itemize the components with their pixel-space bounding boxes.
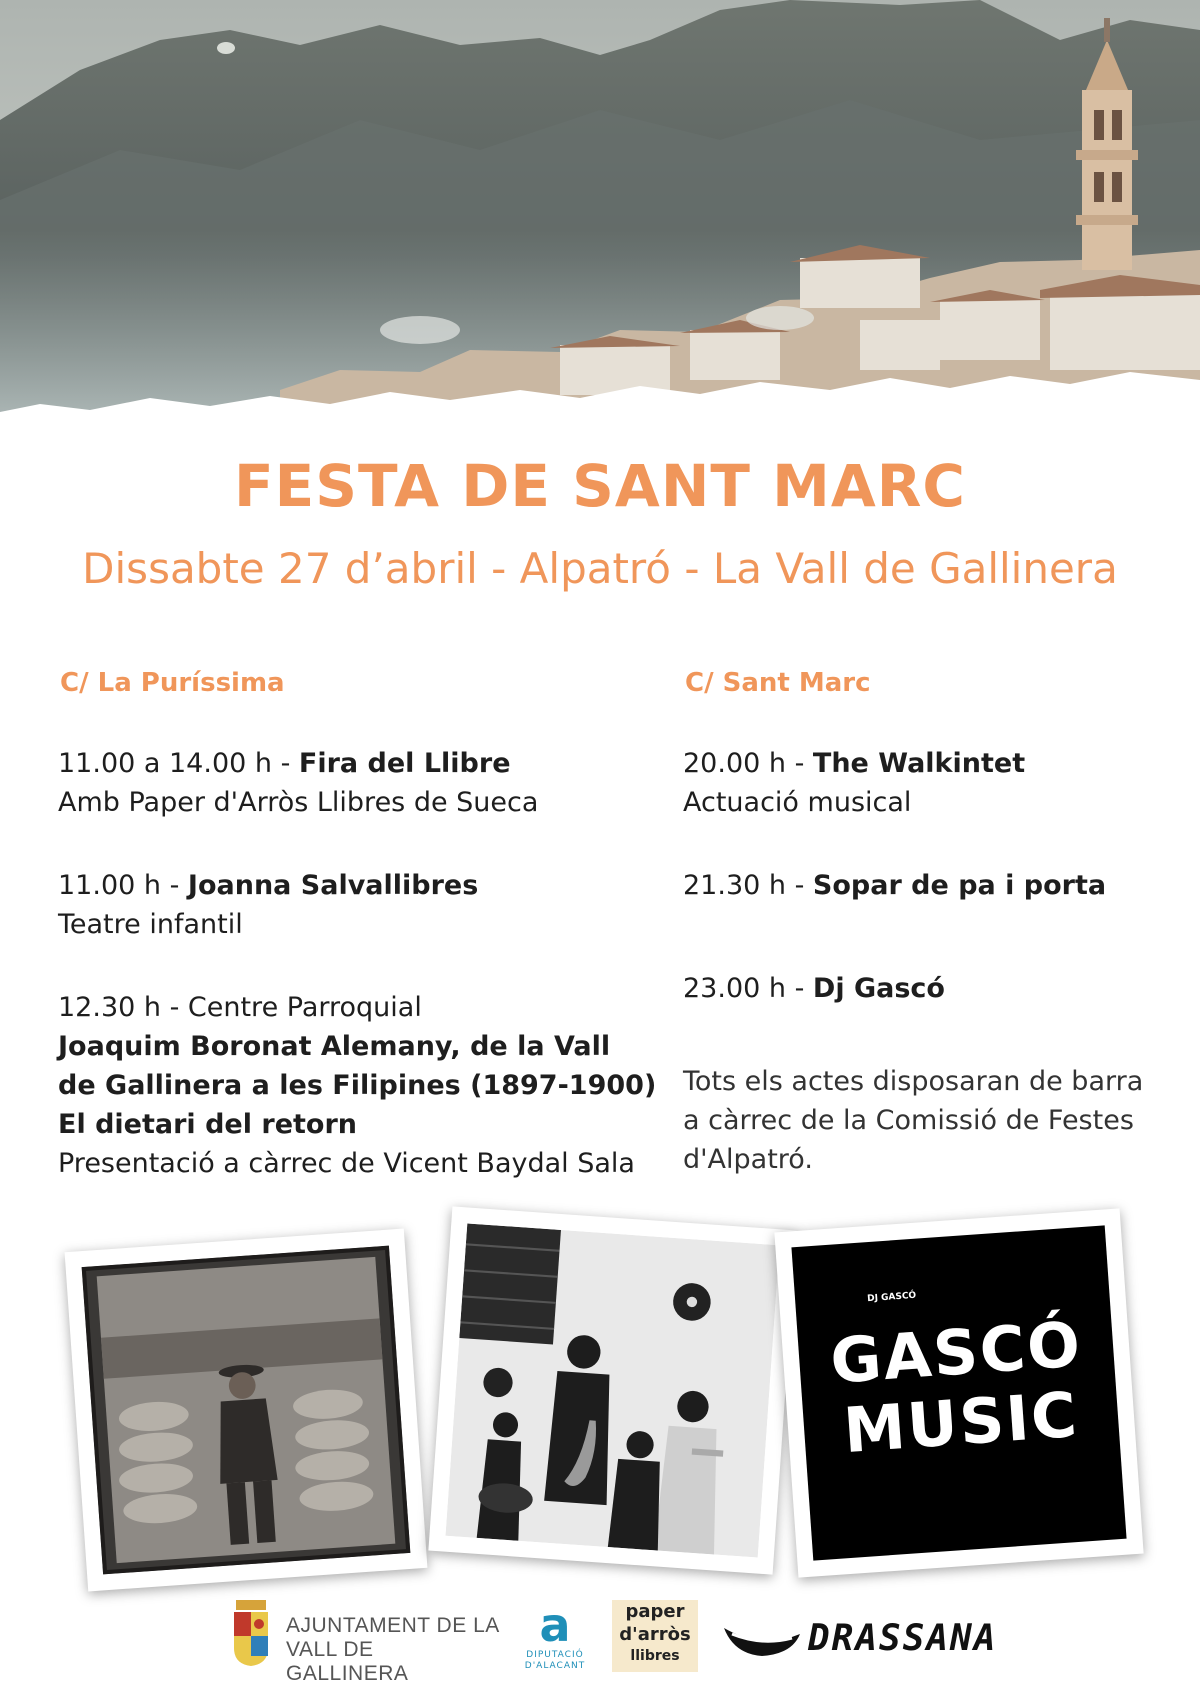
event-item bbox=[683, 969, 1183, 1008]
event-time: 11.00 a 14.00 h - bbox=[58, 748, 299, 779]
page-title: FESTA DE SANT MARC bbox=[234, 452, 966, 520]
paper-line: d'arròs bbox=[619, 1624, 691, 1645]
event-name: Dj Gascó bbox=[812, 973, 945, 1004]
note-line: a càrrec de la Comissió de Festes bbox=[683, 1105, 1134, 1136]
paper-arros-logo bbox=[612, 1600, 698, 1672]
diputacio-line: DIPUTACIÓ bbox=[526, 1650, 584, 1660]
event-name: The Walkintet bbox=[812, 748, 1026, 779]
band-photo bbox=[428, 1206, 796, 1574]
mountain-village-illustration bbox=[0, 0, 1200, 430]
event-time: 12.30 h - Centre Parroquial bbox=[58, 992, 422, 1023]
sponsor-logos bbox=[0, 1598, 1200, 1685]
drassana-text: DRASSANA bbox=[808, 1618, 998, 1659]
gasco-line-2: MUSIC bbox=[841, 1377, 1081, 1468]
event-name: Sopar de pa i porta bbox=[812, 870, 1107, 901]
event-name: Joanna Salvallibres bbox=[187, 870, 479, 901]
event-item bbox=[683, 866, 1183, 905]
ajuntament-line: AJUNTAMENT DE LA bbox=[286, 1614, 500, 1637]
event-item bbox=[58, 866, 658, 944]
event-description: Actuació musical bbox=[683, 787, 912, 818]
event-name: Fira del Llibre bbox=[298, 748, 511, 779]
boat-icon bbox=[722, 1616, 802, 1664]
gasco-music-logo-photo bbox=[774, 1208, 1143, 1577]
event-time: 11.00 h - bbox=[58, 870, 188, 901]
event-name-line: El dietari del retorn bbox=[58, 1109, 358, 1140]
hero-photo bbox=[0, 0, 1200, 430]
ajuntament-logo bbox=[232, 1600, 502, 1685]
paper-line: paper bbox=[625, 1601, 685, 1622]
ajuntament-text bbox=[286, 1614, 502, 1686]
event-time: 23.00 h - bbox=[683, 973, 813, 1004]
diputacio-mark: a bbox=[539, 1598, 571, 1652]
event-time: 20.00 h - bbox=[683, 748, 813, 779]
program-right-column bbox=[683, 668, 1183, 1179]
street-heading-left: C/ La Puríssima bbox=[60, 668, 285, 698]
gasco-line-1: GASCÓ bbox=[828, 1307, 1085, 1398]
paper-line: llibres bbox=[630, 1648, 680, 1664]
note-line: Tots els actes disposaran de barra bbox=[683, 1066, 1144, 1097]
note-line: d'Alpatró. bbox=[683, 1144, 813, 1175]
event-description: Amb Paper d'Arròs Llibres de Sueca bbox=[58, 787, 539, 818]
event-item bbox=[683, 744, 1183, 822]
event-time: 21.30 h - bbox=[683, 870, 813, 901]
ajuntament-line: VALL DE GALLINERA bbox=[286, 1638, 409, 1685]
program-left-column bbox=[58, 668, 658, 1227]
event-description: Presentació a càrrec de Vicent Baydal Sala bbox=[58, 1148, 635, 1179]
gasco-logo-background bbox=[791, 1225, 1126, 1560]
coat-of-arms-icon bbox=[232, 1600, 270, 1668]
bar-note bbox=[683, 1062, 1183, 1179]
event-item bbox=[58, 988, 658, 1183]
street-heading-right: C/ Sant Marc bbox=[685, 668, 871, 698]
event-description: Teatre infantil bbox=[58, 909, 243, 940]
event-name-line: de Gallinera a les Filipines (1897-1900) bbox=[58, 1070, 657, 1101]
event-name-line: Joaquim Boronat Alemany, de la Vall bbox=[58, 1031, 611, 1062]
event-item bbox=[58, 744, 658, 822]
band-photo-image bbox=[445, 1223, 779, 1557]
historic-soldier-photo bbox=[65, 1229, 428, 1592]
gasco-small-label: DJ GASCÓ bbox=[866, 1290, 917, 1305]
drassana-logo bbox=[722, 1616, 998, 1664]
page-subtitle: Dissabte 27 d’abril - Alpatró - La Vall de Gallinera bbox=[82, 544, 1118, 593]
diputacio-line: D'ALACANT bbox=[524, 1661, 586, 1671]
diputacio-logo bbox=[520, 1600, 590, 1672]
soldier-photo-image bbox=[82, 1246, 411, 1575]
